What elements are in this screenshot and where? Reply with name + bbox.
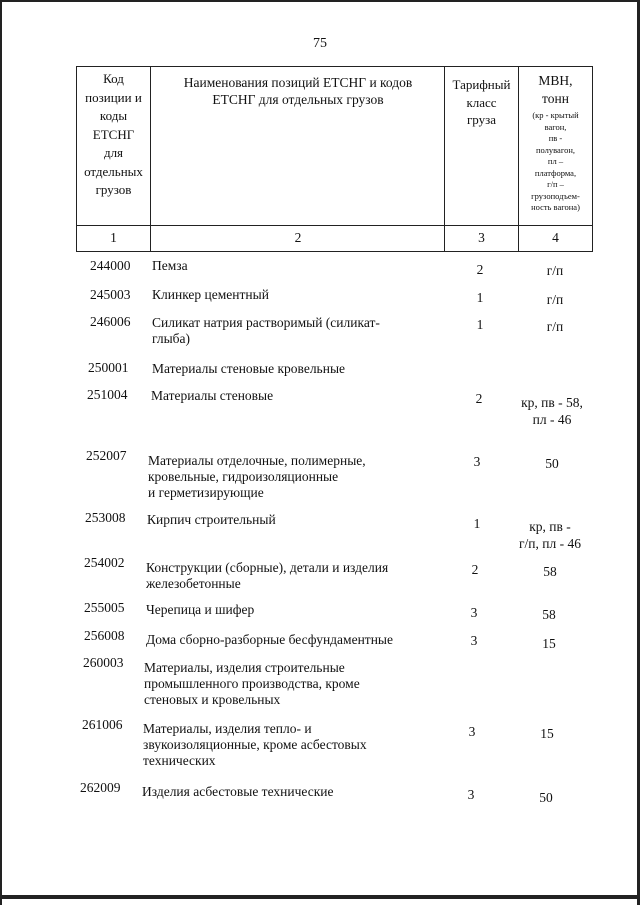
row-name: Материалы стеновые кровельные bbox=[152, 361, 346, 376]
column-number: 4 bbox=[552, 230, 559, 245]
row-code: 262009 bbox=[80, 780, 121, 795]
row-name: Изделия асбестовые технические bbox=[142, 784, 334, 799]
row-name: Клинкер цементный bbox=[152, 287, 269, 302]
header-top-border bbox=[76, 66, 593, 67]
row-name: Материалы отделочные, полимерные, кровельные, гидроизоляционные и герметизирующие bbox=[148, 453, 366, 500]
header-bottom-border bbox=[76, 251, 593, 252]
row-code: 245003 bbox=[90, 287, 131, 302]
row-mbn: г/п bbox=[546, 263, 564, 278]
row-mbn: 50 bbox=[539, 790, 553, 805]
row-class: 1 bbox=[473, 516, 481, 531]
row-mbn: 58 bbox=[542, 607, 556, 622]
row-mbn: г/п bbox=[546, 292, 564, 307]
row-code: 252007 bbox=[86, 448, 127, 463]
table-header bbox=[76, 66, 593, 252]
row-name: Кирпич строительный bbox=[147, 512, 276, 527]
header-number-divider bbox=[76, 225, 593, 226]
row-mbn: 50 bbox=[545, 456, 559, 471]
row-class: 3 bbox=[470, 605, 478, 620]
row-code: 251004 bbox=[87, 387, 128, 402]
row-class: 1 bbox=[476, 317, 484, 332]
row-mbn: 58 bbox=[543, 564, 557, 579]
row-class: 3 bbox=[467, 787, 475, 802]
row-mbn: кр, пв - 58, пл - 46 bbox=[521, 395, 583, 427]
scan-border-top bbox=[0, 0, 640, 2]
column-number: 3 bbox=[478, 230, 485, 245]
header-col-border bbox=[592, 66, 593, 252]
row-name: Конструкции (сборные), детали и изделия железобетонные bbox=[146, 560, 389, 591]
row-name: Материалы, изделия тепло- и звукоизоляционные, кроме асбестовых технических bbox=[143, 721, 367, 768]
class-column-header: Тарифный класс груза bbox=[452, 77, 511, 127]
column-number: 2 bbox=[294, 230, 302, 245]
row-class: 1 bbox=[476, 290, 484, 305]
row-class: 3 bbox=[473, 454, 481, 469]
row-name: Силикат натрия растворимый (силикат- глыба) bbox=[152, 315, 380, 346]
row-mbn: г/п bbox=[546, 319, 564, 334]
scan-border-left bbox=[0, 0, 2, 905]
row-class: 2 bbox=[476, 262, 484, 277]
row-name: Пемза bbox=[152, 258, 188, 273]
page-number: 75 bbox=[313, 36, 327, 51]
row-code: 261006 bbox=[82, 717, 123, 732]
row-mbn: кр, пв - г/п, пл - 46 bbox=[519, 519, 581, 551]
header-col-border bbox=[150, 66, 151, 252]
mbn-column-header: МВН, тонн (кр - крытый вагон, пв - полувагон, пл – платформа, г/п – грузоподъем- ность вагона) bbox=[519, 72, 592, 214]
row-code: 250001 bbox=[88, 360, 129, 375]
row-code: 254002 bbox=[84, 555, 125, 570]
row-name: Дома сборно-разборные бесфундаментные bbox=[146, 632, 393, 647]
row-class: 2 bbox=[475, 391, 483, 406]
mbn-column-subheader: (кр - крытый вагон, пв - полувагон, пл – платформа, г/п – грузоподъем- ность вагона) bbox=[531, 110, 580, 212]
row-class: 2 bbox=[471, 562, 479, 577]
row-name: Материалы стеновые bbox=[151, 388, 274, 403]
row-code: 260003 bbox=[83, 655, 124, 670]
column-number: 1 bbox=[110, 230, 117, 245]
row-class: 3 bbox=[468, 724, 476, 739]
row-code: 244000 bbox=[90, 258, 131, 273]
row-name: Черепица и шифер bbox=[146, 602, 255, 617]
row-code: 253008 bbox=[85, 510, 126, 525]
row-code: 255005 bbox=[84, 600, 125, 615]
row-mbn: 15 bbox=[540, 726, 554, 741]
row-code: 256008 bbox=[84, 628, 125, 643]
row-mbn: 15 bbox=[542, 636, 556, 651]
row-code: 246006 bbox=[90, 314, 131, 329]
row-class: 3 bbox=[470, 633, 478, 648]
row-name: Материалы, изделия строительные промышленного производства, кроме стеновых и кровельных bbox=[144, 660, 360, 707]
code-column-header: Код позиции и коды ЕТСНГ для отдельных грузов bbox=[84, 71, 143, 197]
name-column-header: Наименования позиций ЕТСНГ и кодов ЕТСНГ для отдельных грузов bbox=[183, 75, 413, 107]
scan-border-bottom bbox=[0, 895, 640, 899]
